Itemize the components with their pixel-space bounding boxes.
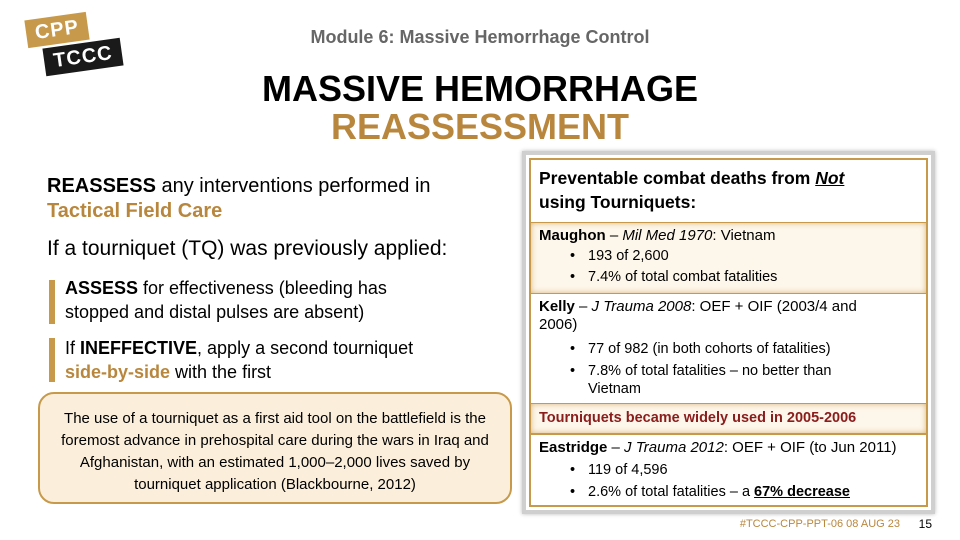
reassess-rest: any interventions performed in <box>155 175 431 197</box>
banner-text: Tourniquets became widely used in 2005-2006 <box>539 410 857 426</box>
footer-code: #TCCC-CPP-PPT-06 08 AUG 23 <box>739 518 900 530</box>
section-title <box>539 439 897 457</box>
panel-inner <box>529 158 928 507</box>
statistics-panel <box>522 151 935 514</box>
panel-heading <box>539 166 919 214</box>
accent-bar <box>49 280 55 324</box>
side-by-side: side-by-side <box>65 362 171 382</box>
section-rest: : OEF + OIF (to Jun 2011) <box>723 439 897 456</box>
item-text: 77 of 982 (in both cohorts of fatalities) <box>588 341 831 357</box>
bullet: • <box>570 341 576 357</box>
list-item <box>570 247 669 265</box>
item-text: 193 of 2,600 <box>588 248 669 264</box>
section-rest: : OEF + OIF (2003/4 and 2006) <box>539 298 857 333</box>
tourniquet-applied-text: If a tourniquet (TQ) was previously applied: <box>47 237 448 260</box>
bullet: • <box>570 363 576 379</box>
callout-box: The use of a tourniquet as a first aid tool on the battlefield is the foremost advance in prehospital care during the wars in Iraq and Afghanistan, with an estimated 1,000–2,000 lives saved by tourniquet application (Blackbourne, 2012) <box>38 392 512 504</box>
ineffective-bold: INEFFECTIVE <box>80 338 198 358</box>
reassess-bold: REASSESS <box>47 175 156 197</box>
journal: Mil Med 1970 <box>622 227 713 244</box>
heading-not: Not <box>815 168 845 188</box>
journal: J Trauma 2008 <box>591 298 692 315</box>
section-rest: : Vietnam <box>712 227 776 244</box>
ineffective-end: with the first <box>170 362 272 382</box>
assess-text <box>65 276 387 324</box>
list-item <box>570 461 668 479</box>
item-text: 7.8% of total fatalities – no better than Vietnam <box>588 363 832 397</box>
slide-subtitle: REASSESSMENT <box>330 106 630 147</box>
bullet: • <box>570 269 576 285</box>
item-text: 119 of 4,596 <box>588 462 668 478</box>
list-item <box>570 483 850 501</box>
logo-tccc: TCCC <box>42 38 123 77</box>
bullet: • <box>570 462 576 478</box>
maughon-section <box>531 222 926 293</box>
module-heading: Module 6: Massive Hemorrhage Control <box>310 27 650 47</box>
eastridge-section <box>531 434 926 512</box>
author: Eastridge <box>539 439 608 456</box>
bullet: • <box>570 484 576 500</box>
section-title <box>539 227 775 245</box>
accent-bar <box>49 338 55 382</box>
decrease-highlight: 67% decrease <box>754 484 850 500</box>
item-text: 2.6% of total fatalities – a <box>588 484 755 500</box>
logo-cpp: CPP <box>24 12 89 48</box>
tactical-field-care: Tactical Field Care <box>47 200 223 222</box>
assess-rest: for effectiveness (bleeding has <box>138 278 387 298</box>
journal: J Trauma 2012 <box>624 439 724 456</box>
dash: – <box>605 227 623 244</box>
item-text: 7.4% of total combat fatalities <box>588 269 778 285</box>
slide-title: MASSIVE HEMORRHAGE <box>261 68 699 109</box>
dash: – <box>607 439 625 456</box>
author: Maughon <box>539 227 606 244</box>
ineffective-text <box>65 336 413 384</box>
list-item <box>570 268 778 286</box>
ineffective-rest: , apply a second tourniquet <box>197 338 414 358</box>
reassess-text <box>47 174 431 224</box>
heading-post: using Tourniquets: <box>539 192 697 212</box>
bullet: • <box>570 248 576 264</box>
kelly-section <box>531 293 926 403</box>
ineffective-pre: If <box>65 338 81 358</box>
widely-used-banner <box>531 403 926 434</box>
dash: – <box>574 298 592 315</box>
assess-line2: stopped and distal pulses are absent) <box>65 302 365 322</box>
author: Kelly <box>539 298 575 315</box>
assess-bold: ASSESS <box>65 278 139 298</box>
list-item <box>570 362 878 398</box>
list-item <box>570 340 831 358</box>
section-title <box>539 298 879 334</box>
heading-pre: Preventable combat deaths from <box>539 168 816 188</box>
page-number: 15 <box>918 517 932 531</box>
